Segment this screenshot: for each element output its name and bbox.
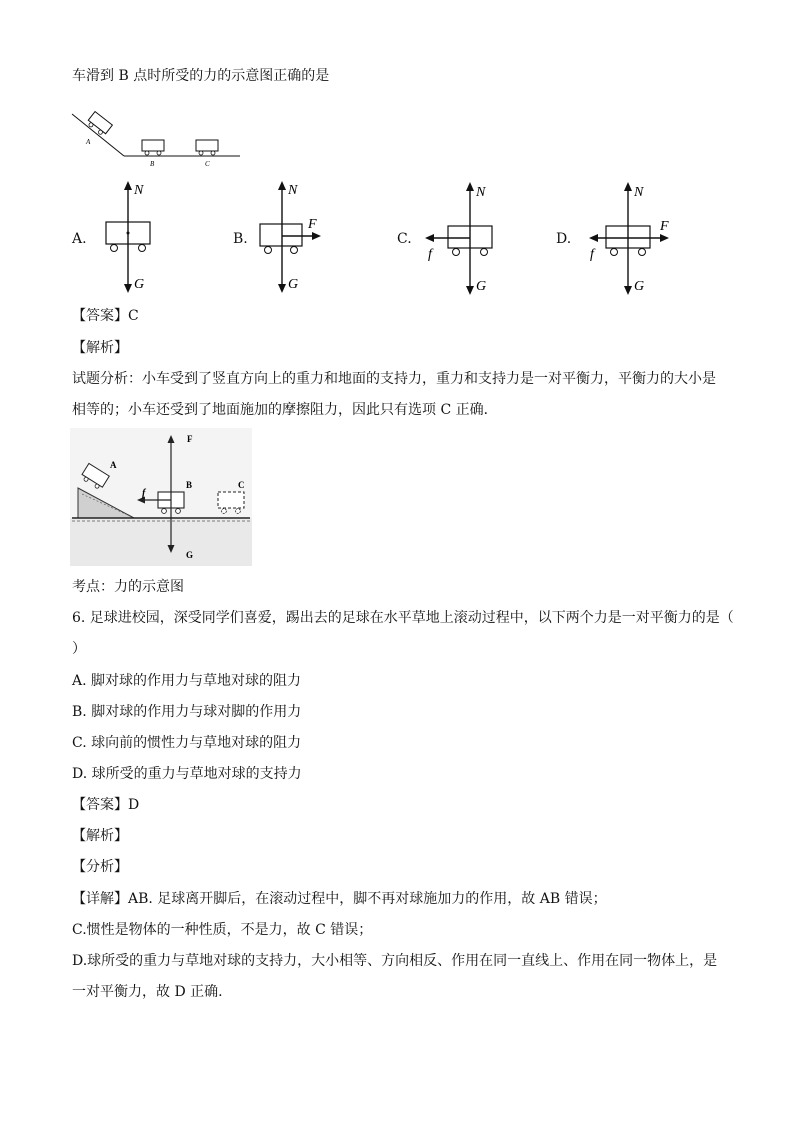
q5-analysis-heading: 【解析】: [72, 340, 128, 356]
q6-stem-line1: 6. 足球进校园，深受同学们喜爱，踢出去的足球在水平草地上滚动过程中，以下两个力是一对平衡力的是（: [72, 610, 734, 626]
option-c-g-label: G: [476, 279, 487, 294]
option-d-letter: D.: [556, 231, 572, 247]
photo-label-f-left: f: [142, 488, 146, 499]
option-d-diagram: [584, 178, 684, 296]
q6-choice-b: B. 脚对球的作用力与球对脚的作用力: [72, 704, 302, 720]
q6-analysis-heading: 【解析】: [72, 828, 128, 844]
q6-fenxi-heading: 【分析】: [72, 859, 128, 875]
q6-detail-line3: D.球所受的重力与草地对球的支持力，大小相等、方向相反、作用在同一直线上、作用在同一物体上，是: [72, 953, 718, 969]
slope-label-b: B: [150, 160, 155, 168]
q6-choice-a: A. 脚对球的作用力与草地对球的阻力: [72, 673, 302, 689]
option-a-letter: A.: [72, 231, 87, 247]
slope-figure: [68, 108, 244, 170]
option-b-n-label: N: [288, 183, 298, 198]
slope-label-c: C: [205, 160, 210, 168]
option-a-g-label: G: [134, 277, 145, 292]
option-a-n-label: N: [134, 183, 144, 198]
photo-label-f-up: F: [187, 434, 193, 444]
option-a-diagram: [92, 178, 172, 296]
option-d-f-large-label: F: [660, 219, 669, 234]
option-c-f-label: f: [428, 247, 432, 262]
q5-analysis-line1: 试题分析：小车受到了竖直方向上的重力和地面的支持力，重力和支持力是一对平衡力，平衡力的大小是: [72, 371, 716, 387]
q5-analysis-photo: [70, 428, 252, 566]
q6-choice-c: C. 球向前的惯性力与草地对球的阻力: [72, 735, 302, 751]
photo-label-a: A: [110, 460, 117, 470]
option-c-n-label: N: [476, 185, 486, 200]
option-c-letter: C.: [397, 231, 412, 247]
option-b-letter: B.: [233, 231, 248, 247]
slope-label-a: A: [86, 138, 91, 146]
q6-choice-d: D. 球所受的重力与草地对球的支持力: [72, 766, 302, 782]
photo-label-g: G: [186, 550, 194, 560]
option-b-g-label: G: [288, 277, 299, 292]
option-d-g-label: G: [634, 279, 645, 294]
q5-answer: 【答案】C: [72, 308, 139, 324]
q5-knowledge-point: 考点：力的示意图: [72, 579, 184, 595]
option-d-f-small-label: f: [590, 247, 594, 262]
option-c-diagram: [418, 178, 508, 296]
question-intro: 车滑到 B 点时所受的力的示意图正确的是: [72, 68, 330, 84]
photo-label-b: B: [186, 480, 193, 490]
q6-detail-line1: 【详解】AB. 足球离开脚后，在滚动过程中，脚不再对球施加力的作用，故 AB 错误；: [72, 891, 607, 907]
option-b-diagram: [250, 178, 330, 296]
q6-detail-line4: 一对平衡力，故 D 正确.: [72, 984, 223, 1000]
q6-detail-line2: C.惯性是物体的一种性质，不是力，故 C 错误；: [72, 922, 373, 938]
option-b-f-label: F: [308, 217, 317, 232]
q5-analysis-line2: 相等的；小车还受到了地面施加的摩擦阻力，因此只有选项 C 正确．: [72, 402, 498, 418]
q6-answer: 【答案】D: [72, 797, 140, 813]
option-d-n-label: N: [634, 185, 644, 200]
q6-stem-line2: ）: [72, 641, 86, 657]
photo-label-c: C: [238, 480, 245, 490]
